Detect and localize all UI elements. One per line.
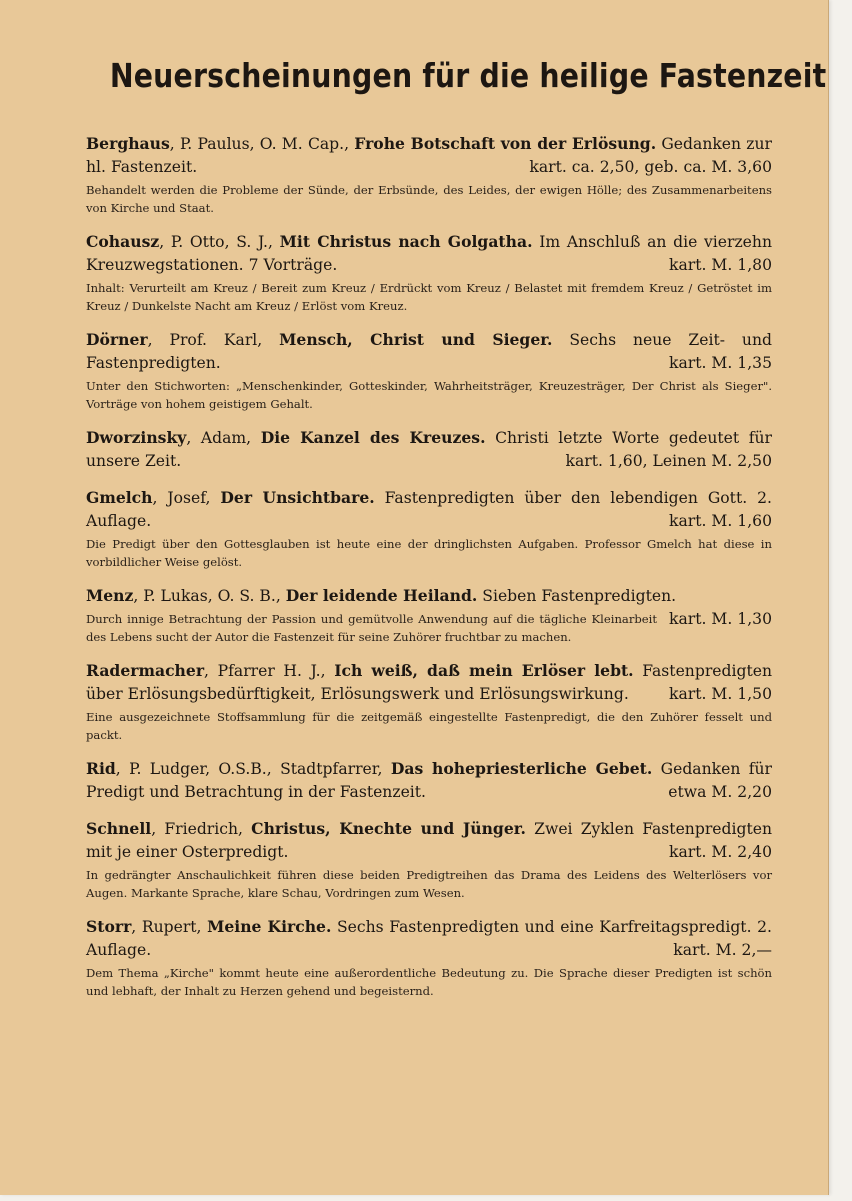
page-title: Neuerscheinungen für die heilige Fastenzeit xyxy=(109,56,827,95)
entry-author-details: , P. Ludger, O.S.B., Stadtpfarrer, xyxy=(115,760,391,778)
entry-subtitle: Gedanken für Predigt und Betrachtung in der Fastenzeit. xyxy=(86,760,772,801)
entry-book-title: Der leidende Heiland. xyxy=(285,586,478,605)
entry-book-title: Ich weiß, daß mein Erlöser lebt. xyxy=(334,661,634,680)
entry-heading xyxy=(86,817,772,864)
entry-book-title: Christus, Knechte und Jünger. xyxy=(251,819,526,838)
entry-price: kart. M. 1,60 xyxy=(669,512,772,530)
entry-subtitle: Sechs neue Zeit- und Fastenpredigten. xyxy=(86,331,772,372)
book-entry xyxy=(86,230,772,315)
entry-description: Unter den Stichworten: „Menschenkinder, Gotteskinder, Wahrheitsträger, Kreuzesträger, Der Christ als Sieger". Vorträge von hohem geistigem Gehalt. xyxy=(86,379,772,411)
entry-price: kart. M. 1,35 xyxy=(669,354,772,372)
entry-description: Inhalt: Verurteilt am Kreuz / Bereit zum Kreuz / Erdrückt vom Kreuz / Belastet mit fremdem Kreuz / Getröstet im Kreuz / Dunkelste Nacht am Kreuz / Erlöst vom Kreuz. xyxy=(86,281,772,313)
entry-heading xyxy=(86,486,772,533)
entry-price: kart. M. 1,30 xyxy=(669,610,772,628)
entry-description: Die Predigt über den Gottesglauben ist heute eine der dringlichsten Aufgaben. Professor Gmelch hat diese in vorbildlicher Weise gelöst. xyxy=(86,537,772,569)
entry-description: In gedrängter Anschaulichkeit führen diese beiden Predigtreihen das Drama des Leidens des Welterlösers vor Augen. Markante Sprache, klare Schau, Vordringen zum Wesen. xyxy=(86,868,772,900)
entry-heading xyxy=(86,915,772,962)
entry-author: Dworzinsky xyxy=(86,428,187,447)
entry-subtitle: Im Anschluß an die vierzehn Kreuzwegstationen. 7 Vorträge. xyxy=(86,233,772,274)
entry-author-details: , Pfarrer H. J., xyxy=(204,662,335,680)
entry-book-title: Das hohepriesterliche Gebet. xyxy=(390,759,653,778)
book-entry xyxy=(86,817,772,902)
book-entry xyxy=(86,757,772,804)
entry-price: kart. M. 2,40 xyxy=(669,843,772,861)
entry-author: Schnell xyxy=(86,819,152,838)
entry-subtitle: Sieben Fastenpredigten. xyxy=(477,587,677,605)
entry-author: Menz xyxy=(86,586,134,605)
entry-price: kart. ca. 2,50, geb. ca. M. 3,60 xyxy=(529,158,772,176)
entry-heading xyxy=(86,328,772,375)
entry-author-details: , Prof. Karl, xyxy=(147,331,280,349)
entry-author-details: , Rupert, xyxy=(131,918,208,936)
entry-price: kart. M. 1,50 xyxy=(669,685,772,703)
book-list xyxy=(86,132,772,1013)
entry-book-title: Frohe Botschaft von der Erlösung. xyxy=(354,134,657,153)
entry-author: Rid xyxy=(86,759,116,778)
entry-author: Storr xyxy=(86,917,132,936)
entry-author-details: , Josef, xyxy=(152,489,221,507)
entry-heading xyxy=(86,426,772,473)
entry-book-title: Die Kanzel des Kreuzes. xyxy=(260,428,486,447)
book-entry xyxy=(86,328,772,413)
entry-description: Behandelt werden die Probleme der Sünde, der Erbsünde, des Leides, der ewigen Hölle; des Zusammenarbeitens von Kirche und Staat. xyxy=(86,183,772,215)
entry-description: Dem Thema „Kirche" kommt heute eine außerordentliche Bedeutung zu. Die Sprache dieser Predigten ist schön und lebhaft, der Inhalt zu Herzen gehend und begeisternd. xyxy=(86,966,772,998)
entry-heading xyxy=(86,230,772,277)
entry-subtitle: Sechs Fastenpredigten und eine Karfreitagspredigt. 2. Auflage. xyxy=(86,918,772,959)
entry-subtitle: Zwei Zyklen Fastenpredigten mit je einer Osterpredigt. xyxy=(86,820,772,861)
entry-author-details: , Friedrich, xyxy=(151,820,252,838)
entry-subtitle: Christi letzte Worte gedeutet für unsere Zeit. xyxy=(86,429,772,470)
entry-book-title: Mit Christus nach Golgatha. xyxy=(279,232,533,251)
entry-price: kart. 1,60, Leinen M. 2,50 xyxy=(565,452,772,470)
entry-heading xyxy=(86,132,772,179)
entry-subtitle: Fastenpredigten über Erlösungsbedürftigkeit, Erlösungswerk und Erlösungswirkung. xyxy=(86,662,773,703)
entry-author-details: , Adam, xyxy=(186,429,261,447)
entry-author: Dörner xyxy=(86,330,148,349)
entry-subtitle: Fastenpredigten über den lebendigen Gott. 2. Auflage. xyxy=(86,489,772,530)
entry-price: etwa M. 2,20 xyxy=(668,783,772,801)
entry-heading xyxy=(86,757,772,804)
entry-price: kart. M. 2,— xyxy=(673,941,772,959)
book-entry xyxy=(86,584,772,646)
entry-author: Gmelch xyxy=(86,488,153,507)
entry-price: kart. M. 1,80 xyxy=(669,256,772,274)
book-entry xyxy=(86,659,772,744)
entry-heading xyxy=(86,659,772,706)
entry-author: Berghaus xyxy=(86,134,170,153)
entry-author: Radermacher xyxy=(86,661,205,680)
entry-author: Cohausz xyxy=(86,232,160,251)
book-entry xyxy=(86,132,772,217)
entry-book-title: Meine Kirche. xyxy=(207,917,332,936)
entry-subtitle: Gedanken zur hl. Fastenzeit. xyxy=(86,135,772,176)
entry-book-title: Mensch, Christ und Sieger. xyxy=(279,330,553,349)
book-entry xyxy=(86,486,772,571)
book-entry xyxy=(86,426,772,473)
entry-author-details: , P. Otto, S. J., xyxy=(159,233,280,251)
book-entry xyxy=(86,915,772,1000)
entry-description: Eine ausgezeichnete Stoffsammlung für die zeitgemäß eingestellte Fastenpredigt, die den Zuhörer fesselt und packt. xyxy=(86,710,772,742)
entry-book-title: Der Unsichtbare. xyxy=(220,488,375,507)
entry-author-details: , P. Paulus, O. M. Cap., xyxy=(169,135,355,153)
entry-description: Durch innige Betrachtung der Passion und gemütvolle Anwendung auf die tägliche Kleinarbeit des Lebens sucht der Autor die Fastenzeit für seine Zuhörer fruchtbar zu machen. xyxy=(86,612,658,644)
entry-author-details: , P. Lukas, O. S. B., xyxy=(133,587,286,605)
